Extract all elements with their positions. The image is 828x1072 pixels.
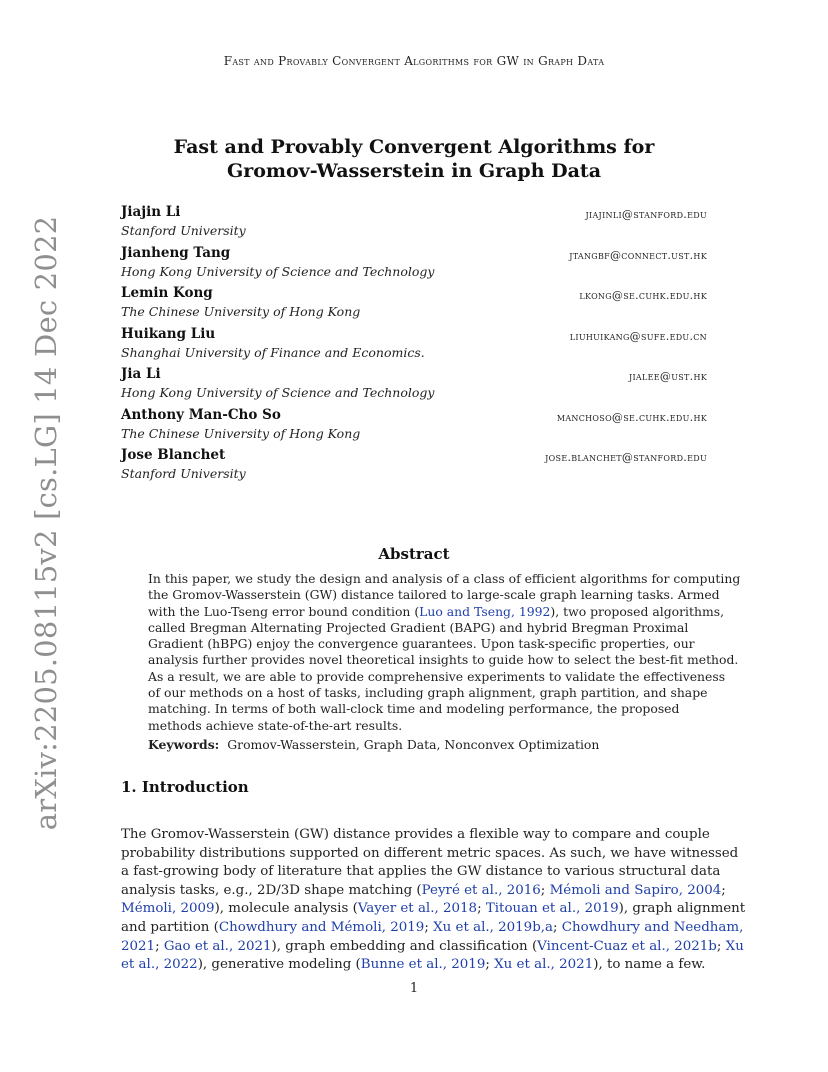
intro-text: ; [485,957,495,973]
intro-line [121,900,746,919]
keywords-line [148,737,679,752]
intro-text: ; [721,882,726,898]
author-email[interactable]: jialee@ust.hk [628,370,707,383]
citation-link[interactable]: Xu et al., 2021 [494,957,594,973]
citation-link[interactable]: Titouan et al., 2019 [485,901,619,917]
paper-title [0,135,828,183]
author-affiliation: Stanford University [121,223,246,238]
intro-text: ; [716,938,726,954]
intro-line [121,919,744,938]
intro-line [121,956,707,975]
paper-title-line-1: Fast and Provably Convergent Algorithms for [173,136,655,158]
abstract-heading: Abstract [378,545,450,563]
abstract-line: methods achieve state-of-the-art results. [148,717,403,733]
author-name: Lemin Kong [121,285,213,301]
author-name: Huikang Liu [121,325,216,342]
paper-title-line-2: Gromov-Wasserstein in Graph Data [226,160,602,182]
abstract-text: with the Luo-Tseng error bound condition ( [148,603,420,619]
arxiv-identifier-stamp[interactable]: arXiv:2205.08115v2 [cs.LG] 14 Dec 2022 [29,215,63,831]
citation-link[interactable]: Chowdhury and Mémoli, 2019 [218,919,425,935]
author-affiliation: The Chinese University of Hong Kong [121,304,361,319]
abstract-line: matching. In terms of both wall-clock time and modeling performance, the proposed [148,701,680,717]
abstract-text: ), two proposed algorithms, [550,603,725,619]
intro-text: ; [424,919,434,935]
citation-link[interactable]: Vayer et al., 2018 [357,901,478,917]
abstract-line: analysis further provides novel theoretical insights to guide how to select the best-fit method. [148,652,739,668]
citation-link[interactable]: Vincent-Cuaz et al., 2021b [537,938,717,954]
author-block [121,447,707,488]
intro-text: ), to name a few. [593,957,706,973]
citation-link[interactable]: Mémoli, 2009 [121,901,215,917]
intro-text: ; [155,938,164,954]
keywords-list: Gromov-Wasserstein, Graph Data, Nonconvex Optimization [227,737,600,752]
author-block [121,326,707,367]
author-email[interactable]: jiajinli@stanford.edu [585,208,707,221]
abstract-line: Gradient (hBPG) enjoy the convergence guarantees. Upon task-specific properties, our [148,636,695,652]
abstract-line [148,603,725,620]
author-affiliation: Shanghai University of Finance and Economics. [121,344,425,360]
author-name: Jianheng Tang [121,244,231,261]
abstract-line: In this paper, we study the design and analysis of a class of efficient algorithms for computing [148,571,741,586]
intro-text: ), graph alignment [618,901,746,917]
abstract-line: of our methods on a host of tasks, including graph alignment, graph partition, and shape [148,685,708,701]
intro-line [121,882,726,901]
citation-link[interactable]: et al., 2022 [121,957,198,973]
citation-link[interactable]: Bunne et al., 2019 [360,957,486,973]
intro-line: The Gromov-Wasserstein (GW) distance provides a flexible way to compare and couple [121,827,710,842]
author-block [121,407,707,448]
citation-link[interactable]: Gao et al., 2021 [163,938,272,954]
intro-line: probability distributions supported on different metric spaces. As such, we have witnessed [121,845,739,861]
author-block [121,204,707,245]
citation-link[interactable]: Mémoli and Sapiro, 2004 [549,882,722,898]
intro-text: ; [477,901,486,917]
intro-text: and partition ( [121,919,219,935]
author-affiliation: Hong Kong University of Science and Technology [121,263,435,279]
author-block [121,366,707,407]
intro-text: ; [553,919,562,935]
intro-text: ), generative modeling ( [197,957,361,973]
author-affiliation: The Chinese University of Hong Kong [121,425,361,441]
author-block [121,285,707,326]
keywords-label: Keywords: [148,737,220,752]
citation-link[interactable]: Chowdhury and Needham, [561,919,744,935]
page-number: 1 [409,981,419,996]
intro-line: a fast-growing body of literature that applies the GW distance to various structural data [121,864,721,880]
abstract-line: called Bregman Alternating Projected Gradient (BAPG) and hybrid Bregman Proximal [148,619,689,635]
intro-text: ; [540,882,550,898]
author-block [121,245,707,286]
author-name: Jia Li [121,366,161,382]
author-affiliation: Hong Kong University of Science and Technology [121,385,435,400]
author-email[interactable]: jose.blanchet@stanford.edu [545,451,707,464]
citation-link[interactable]: Xu [725,938,744,954]
intro-text: ), molecule analysis ( [214,901,358,917]
citation-link[interactable]: Peyré et al., 2016 [421,882,541,898]
running-head: Fast and Provably Convergent Algorithms for GW in Graph Data [223,54,605,68]
citation-link[interactable]: 2021 [121,938,156,954]
abstract-line: As a result, we are able to provide comprehensive experiments to validate the effectiveness [148,668,726,684]
intro-line [121,938,744,957]
citation-link[interactable]: Luo and Tseng, 1992 [419,603,551,619]
author-email[interactable]: jtangbf@connect.ust.hk [569,248,707,262]
abstract-line: the Gromov-Wasserstein (GW) distance tailored to large-scale graph learning tasks. Armed [148,587,720,603]
section-heading-introduction: 1. Introduction [121,778,249,796]
introduction-paragraph [121,826,746,975]
intro-text: analysis tasks, e.g., 2D/3D shape matching ( [121,882,422,898]
author-name: Anthony Man-Cho So [121,406,281,423]
author-affiliation: Stanford University [121,466,246,481]
author-name: Jose Blanchet [121,447,226,463]
citation-link[interactable]: Xu et al., 2019b,a [433,919,554,935]
intro-text: ), graph embedding and classification ( [271,938,538,954]
abstract-body [148,571,741,734]
author-email[interactable]: liuhuikang@sufe.edu.cn [569,329,707,343]
author-email[interactable]: lkong@se.cuhk.edu.hk [579,289,707,302]
author-list [121,204,707,488]
author-email[interactable]: manchoso@se.cuhk.edu.hk [556,410,707,424]
author-name: Jiajin Li [121,204,181,220]
